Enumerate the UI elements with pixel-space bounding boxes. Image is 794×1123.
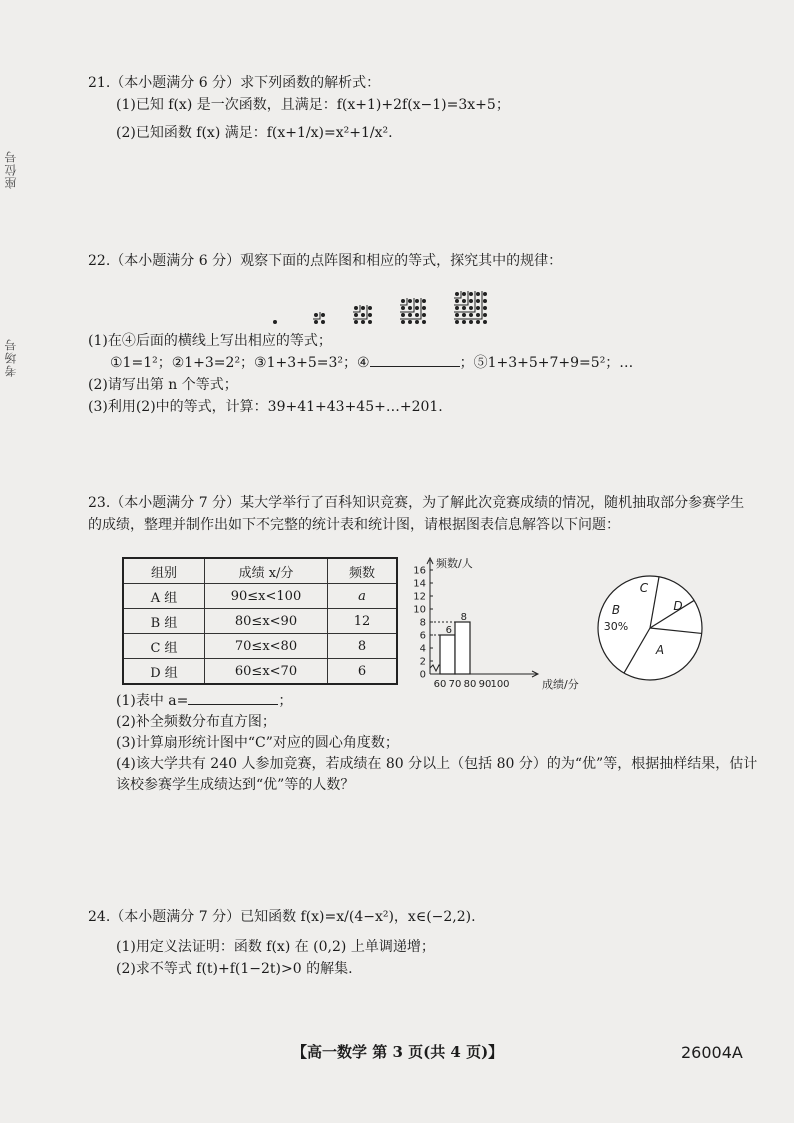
dot <box>408 320 412 324</box>
y-tick-label: 14 <box>413 578 426 590</box>
dot <box>476 299 480 303</box>
dot <box>476 292 480 296</box>
dot-array-figures <box>270 272 540 332</box>
question-21 <box>88 72 758 144</box>
dot <box>462 320 466 324</box>
table-cell: D 组 <box>123 659 205 685</box>
dot <box>408 306 412 310</box>
dot <box>483 292 487 296</box>
dot <box>415 313 419 317</box>
dot-array-1 <box>273 320 277 324</box>
q21-title: 21.（本小题满分 6 分）求下列函数的解析式： <box>88 75 381 91</box>
dot <box>422 306 426 310</box>
dot <box>401 306 405 310</box>
dot <box>401 320 405 324</box>
y-tick-label: 16 <box>413 565 426 577</box>
table-cell: 6 <box>328 659 398 685</box>
dot <box>415 320 419 324</box>
dot <box>368 306 372 310</box>
y-tick-label: 8 <box>419 617 426 629</box>
q24-part1: (1)用定义法证明：函数 f(x) 在 (0,2) 上单调递增； <box>116 939 435 955</box>
dot <box>415 299 419 303</box>
q21-part2: (2)已知函数 f(x) 满足：f(x+1/x)=x²+1/x². <box>116 125 393 141</box>
pie-slice-label: A <box>655 643 665 657</box>
dot <box>469 299 473 303</box>
x-tick-label: 90 <box>478 679 492 690</box>
table-cell: 12 <box>328 609 398 634</box>
dot <box>462 313 466 317</box>
frequency-histogram <box>398 556 590 694</box>
dot <box>422 313 426 317</box>
q22-equations <box>88 352 758 374</box>
q23-part4: (4)该大学共有 240 人参加竞赛，若成绩在 80 分以上（包括 80 分）的为“优”等，根据抽样结果，估计该校参赛学生成绩达到“优”等的人数？ <box>116 756 758 793</box>
y-tick-label: 12 <box>413 591 426 603</box>
q22-eq-after: ；⑤1+3+5+7+9=5²；… <box>459 355 634 371</box>
x-tick-label: 60 <box>433 679 447 690</box>
dot <box>361 306 365 310</box>
frequency-table <box>122 557 398 685</box>
dot <box>368 313 372 317</box>
dot <box>462 306 466 310</box>
q24-title: 24.（本小题满分 7 分）已知函数 f(x)=x/(4−x²)，x∈(−2,2). <box>88 909 476 925</box>
q23-answer-blank[interactable] <box>188 690 278 705</box>
x-tick-label: 80 <box>463 679 477 690</box>
table-cell: C 组 <box>123 634 205 659</box>
exam-room-label: 考场号 <box>4 338 18 377</box>
dot <box>314 320 318 324</box>
dot <box>455 299 459 303</box>
dot <box>455 306 459 310</box>
dot <box>483 306 487 310</box>
q22-eq-before: ①1=1²；②1+3=2²；③1+3+5=3²；④ <box>110 355 370 371</box>
question-23-title: 23.（本小题满分 7 分）某大学举行了百科知识竞赛，为了解此次竞赛成绩的情况，随机抽取部分参赛学生的成绩，整理并制作出如下不完整的统计表和统计图，请根据图表信息解答以下问题： <box>88 495 745 533</box>
q21-part1: (1)已知 f(x) 是一次函数，且满足：f(x+1)+2f(x−1)=3x+5； <box>116 97 510 113</box>
dot <box>462 299 466 303</box>
dot <box>455 313 459 317</box>
dot <box>408 299 412 303</box>
dot <box>273 320 277 324</box>
bar-value-label: 6 <box>445 625 452 636</box>
dot <box>455 320 459 324</box>
q22-answer-blank[interactable] <box>370 352 460 367</box>
dot <box>368 320 372 324</box>
x-tick-label: 70 <box>448 679 462 690</box>
table-cell: 90≤x<100 <box>205 584 328 609</box>
dot <box>354 320 358 324</box>
seat-number-label: 座位号 <box>4 150 18 189</box>
dot-array-2 <box>313 312 325 324</box>
paper-code: 26004A <box>681 1043 743 1062</box>
table-cell: 80≤x<90 <box>205 609 328 634</box>
dot <box>462 292 466 296</box>
q24-part2: (2)求不等式 f(t)+f(1−2t)>0 的解集. <box>116 961 353 977</box>
dot-array-5 <box>454 291 487 324</box>
table-cell: 8 <box>328 634 398 659</box>
question-24 <box>88 906 758 980</box>
pie-slice-label: D <box>673 599 683 613</box>
table-row <box>123 634 397 659</box>
dot <box>321 320 325 324</box>
question-22-title: 22.（本小题满分 6 分）观察下面的点阵图和相应的等式，探究其中的规律： <box>88 253 563 269</box>
dot <box>314 313 318 317</box>
table-cell: A 组 <box>123 584 205 609</box>
dot <box>415 306 419 310</box>
y-axis-label: 频数/人 <box>436 557 473 570</box>
dot <box>401 299 405 303</box>
table-header: 成绩 x/分 <box>205 558 328 584</box>
x-axis-label: 成绩/分 <box>542 678 579 691</box>
y-tick-label: 6 <box>419 630 426 642</box>
q22-part2: (2)请写出第 n 个等式； <box>88 377 238 393</box>
y-tick-label: 10 <box>413 604 426 616</box>
dot <box>476 306 480 310</box>
dot <box>361 320 365 324</box>
q23-part2: (2)补全频数分布直方图； <box>116 714 276 730</box>
table-header: 频数 <box>328 558 398 584</box>
x-tick-label: 100 <box>490 679 510 690</box>
pie-percent-label: 30% <box>603 620 629 633</box>
dot <box>469 320 473 324</box>
table-row <box>123 609 397 634</box>
dot-array-4 <box>400 298 426 324</box>
y-tick-label: 2 <box>419 656 426 668</box>
table-cell: 60≤x<70 <box>205 659 328 685</box>
bar-value-label: 8 <box>460 612 467 623</box>
dot <box>422 299 426 303</box>
pie-slice-label: C <box>639 581 649 595</box>
y-tick-label: 0 <box>419 669 426 681</box>
table-row <box>123 659 397 685</box>
table-cell: B 组 <box>123 609 205 634</box>
dot <box>321 313 325 317</box>
dot <box>401 313 405 317</box>
histogram-bar <box>455 622 470 674</box>
q23-part1-before: (1)表中 a= <box>116 693 189 709</box>
dot <box>354 306 358 310</box>
question-23-parts <box>88 690 758 796</box>
dot <box>469 306 473 310</box>
table-row <box>123 584 397 609</box>
dot <box>408 313 412 317</box>
dot <box>469 292 473 296</box>
table-header: 组别 <box>123 558 205 584</box>
histogram-bar <box>440 635 455 674</box>
sector-chart <box>590 570 710 690</box>
dot <box>483 320 487 324</box>
dot <box>361 313 365 317</box>
dot <box>354 313 358 317</box>
q23-part1 <box>88 690 758 712</box>
table-cell: 70≤x<80 <box>205 634 328 659</box>
dot <box>483 299 487 303</box>
dot <box>469 313 473 317</box>
q22-part1: (1)在④后面的横线上写出相应的等式； <box>88 333 332 349</box>
question-22-parts <box>88 330 758 418</box>
page-footer: 【高一数学 第 3 页(共 4 页)】 <box>292 1043 504 1061</box>
dot <box>483 313 487 317</box>
q23-part1-after: ； <box>278 693 293 709</box>
q22-part3: (3)利用(2)中的等式，计算：39+41+43+45+…+201. <box>88 399 443 415</box>
table-header-row <box>123 558 397 584</box>
y-tick-label: 4 <box>419 643 426 655</box>
dot <box>476 313 480 317</box>
dot <box>422 320 426 324</box>
dot <box>476 320 480 324</box>
dot-array-3 <box>353 305 372 324</box>
pie-slice-label: B <box>611 603 621 617</box>
q23-part3: (3)计算扇形统计图中“C”对应的圆心角度数； <box>116 735 399 751</box>
table-cell: a <box>328 584 398 609</box>
dot <box>455 292 459 296</box>
